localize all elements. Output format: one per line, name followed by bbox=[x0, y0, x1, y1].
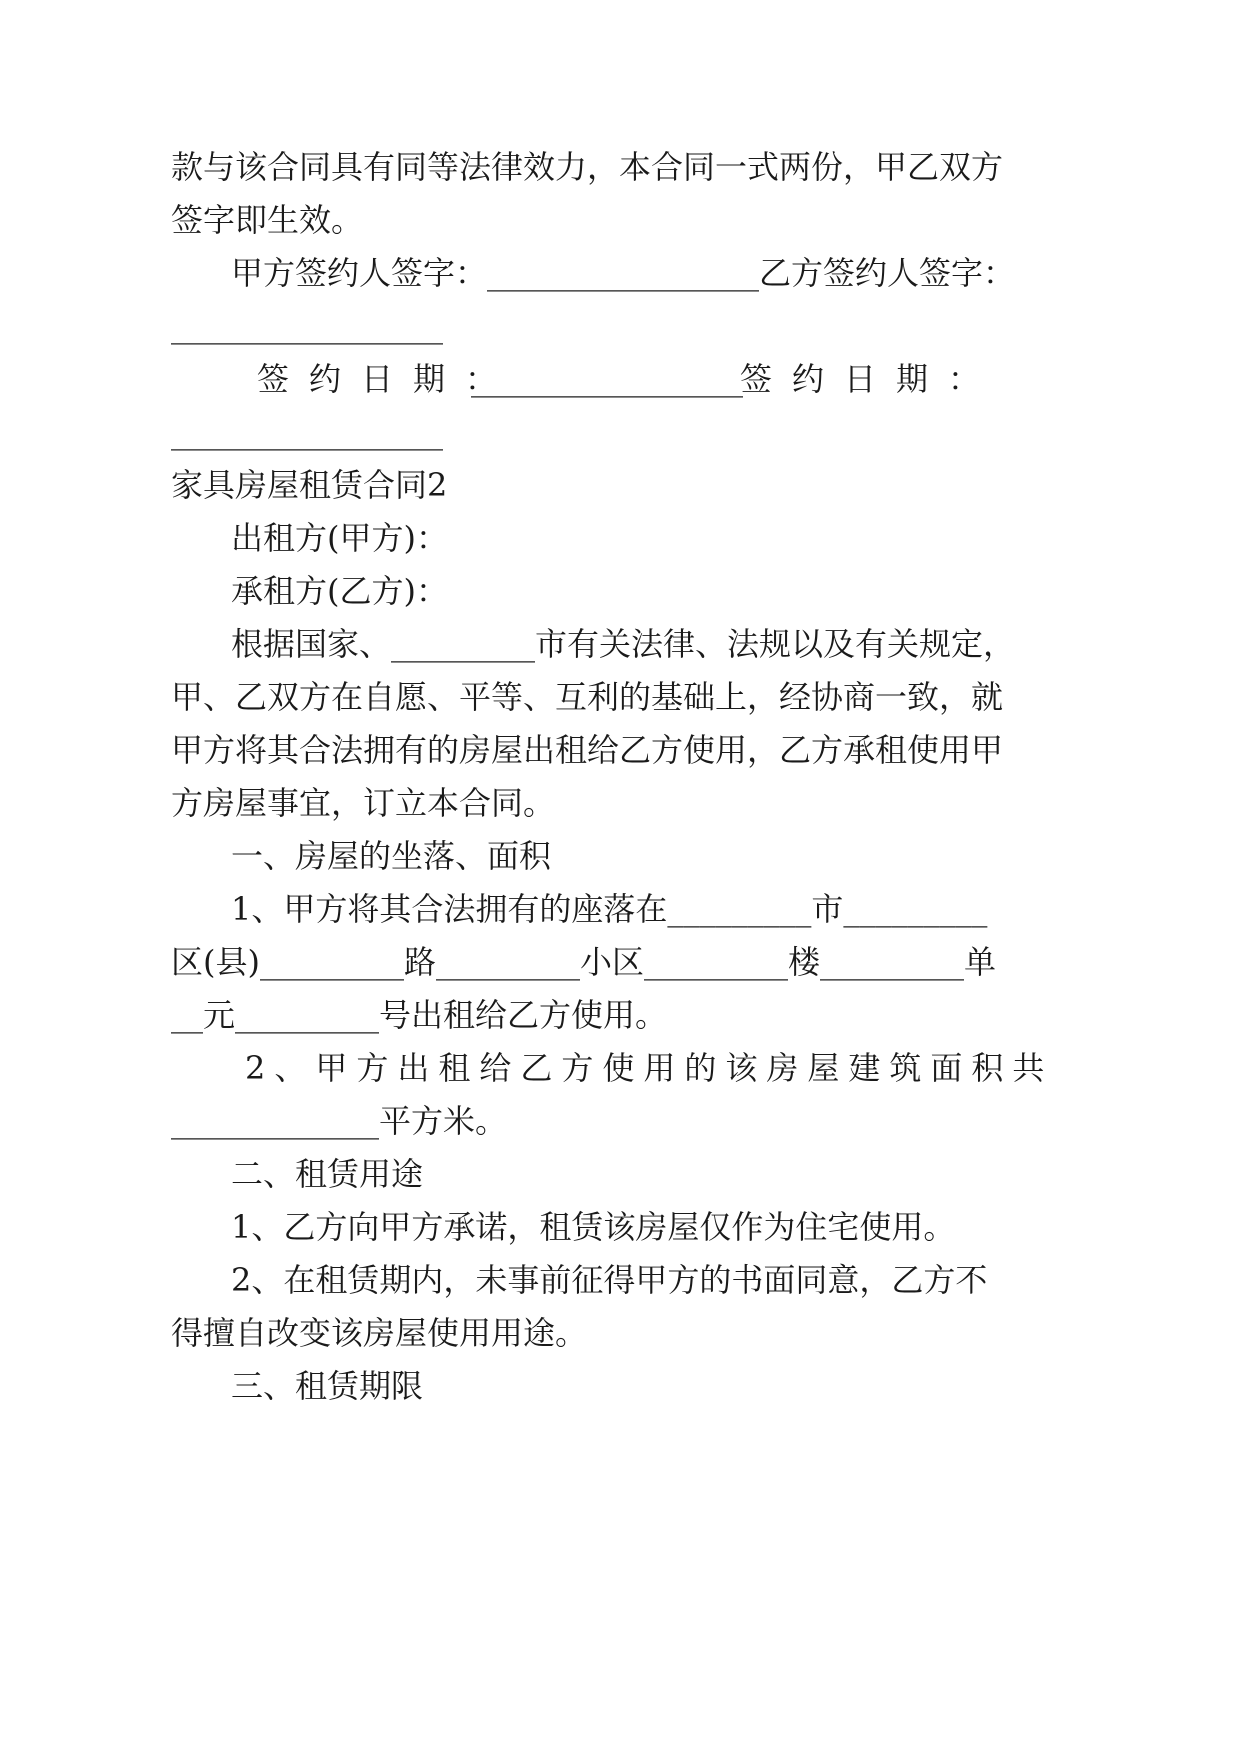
text-line: 1、乙方向甲方承诺，租赁该房屋仅作为住宅使用。 bbox=[231, 1208, 956, 1246]
text-line: _____________平方米。 bbox=[171, 1102, 508, 1140]
text-line: _________________ bbox=[171, 307, 443, 345]
text-line: 甲方将其合法拥有的房屋出租给乙方使用，乙方承租使用甲 bbox=[171, 731, 1004, 769]
text-line: 二、租赁用途 bbox=[231, 1155, 424, 1193]
text-line: _________________ bbox=[171, 413, 443, 451]
text-line: 签约日期： bbox=[257, 360, 518, 398]
text-line: __元_________号出租给乙方使用。 bbox=[171, 996, 668, 1034]
text-line: 三、租赁期限 bbox=[231, 1367, 424, 1405]
text-line: 方房屋事宜，订立本合同。 bbox=[171, 784, 556, 822]
text-line: 2、甲方出租给乙方使用的该房屋建筑面积共 bbox=[245, 1049, 1054, 1087]
section-title: 家具房屋租赁合同2 bbox=[171, 466, 448, 504]
text-line: _________________ bbox=[471, 360, 743, 398]
text-line: 甲方签约人签字：_________________乙方签约人签字： bbox=[231, 254, 1016, 292]
text-line: 得擅自改变该房屋使用用途。 bbox=[171, 1314, 588, 1352]
text-line: 区(县)_________路_________小区_________楼_________单 bbox=[171, 943, 996, 981]
text-line: 一、房屋的坐落、面积 bbox=[231, 837, 552, 875]
text-line: 1、甲方将其合法拥有的座落在_________市_________ bbox=[231, 890, 988, 928]
text-line: 甲、乙双方在自愿、平等、互利的基础上，经协商一致，就 bbox=[171, 678, 1004, 716]
text-line: 根据国家、_________市有关法律、法规以及有关规定， bbox=[231, 625, 1016, 663]
text-line: 2、在租赁期内，未事前征得甲方的书面同意，乙方不 bbox=[231, 1261, 988, 1299]
text-line: 承租方(乙方)： bbox=[231, 572, 448, 610]
text-line: 签字即生效。 bbox=[171, 201, 364, 239]
text-line: 出租方(甲方)： bbox=[231, 519, 448, 557]
text-line: 款与该合同具有同等法律效力，本合同一式两份，甲乙双方 bbox=[171, 148, 1004, 186]
text-line: 签约日期： bbox=[740, 360, 1001, 398]
